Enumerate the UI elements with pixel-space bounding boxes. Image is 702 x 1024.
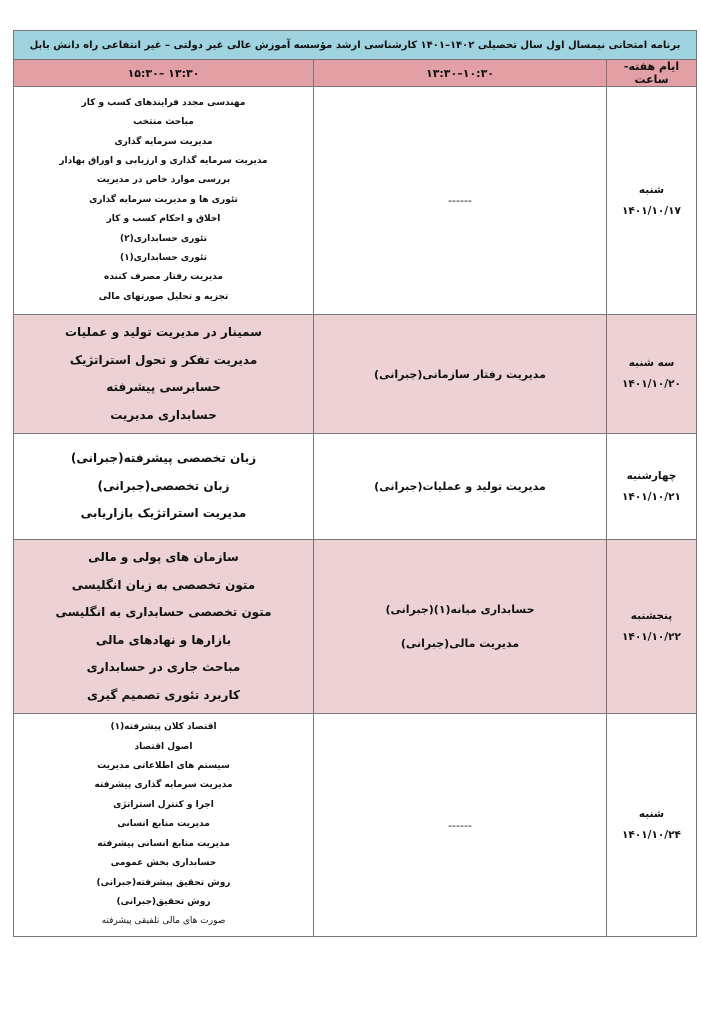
slot-1-cell <box>314 315 607 434</box>
course-item: مدیریت سرمایه گذاری و ارزیابی و اوراق بهادار <box>59 155 268 166</box>
slot-1-cell <box>314 87 607 315</box>
course-item: سیستم های اطلاعاتی مدیریت <box>97 761 230 772</box>
course-item: کاربرد تئوری تصمیم گیری <box>87 687 240 702</box>
course-item: حسابداری میانه(۱)(جبرانی) <box>385 602 535 616</box>
day-cell <box>607 714 697 937</box>
course-item: سمینار در مدیریت تولید و عملیات <box>65 325 262 339</box>
course-item: روش تحقیق پیشرفته(جبرانی) <box>96 877 231 888</box>
slot-1-cell <box>314 714 607 937</box>
course-item: مدیریت سرمایه گذاری پیشرفته <box>94 780 233 791</box>
course-item: تئوری ها و مدیریت سرمایه گذاری <box>89 194 238 205</box>
course-item: حسابداری بخش عمومی <box>110 858 217 869</box>
table-row <box>14 315 697 434</box>
slot-2-cell <box>14 315 314 434</box>
course-item: سازمان های پولی و مالی <box>88 550 239 564</box>
exam-schedule <box>13 30 696 937</box>
day-cell <box>607 87 697 315</box>
course-item: مدیریت رفتار سازمانی(جبرانی) <box>374 367 546 381</box>
slot-1-cell <box>314 434 607 540</box>
schedule-table <box>13 30 697 937</box>
course-item: اصول اقتصاد <box>134 741 193 752</box>
header-slot-2: ۱۳:۳۰ –۱۵:۳۰ <box>14 60 314 87</box>
slot-2-cell <box>14 714 314 937</box>
title-row <box>14 31 697 60</box>
course-item: مدیریت مالی(جبرانی) <box>400 636 520 650</box>
day-cell <box>607 434 697 540</box>
course-item: مدیریت استراتژیک بازاریابی <box>80 506 247 521</box>
course-item: اخلاق و احکام کسب و کار <box>106 214 221 225</box>
empty-dash: ------ <box>448 818 472 832</box>
slot-2-cell <box>14 540 314 714</box>
course-item: اجرا و کنترل استراتژی <box>113 799 214 810</box>
course-item: حسابرسی پیشرفته <box>106 380 221 394</box>
course-item: بازارها و نهادهای مالی <box>95 632 232 647</box>
course-item: مباحث منتخب <box>133 117 194 128</box>
course-item: مدیریت سرمایه گذاری <box>114 136 213 147</box>
course-item: حسابداری مدیریت <box>110 407 217 422</box>
table-row <box>14 714 697 937</box>
table-row <box>14 434 697 540</box>
exam-date: ۱۴۰۱/۱۰/۲۱ <box>622 490 681 503</box>
exam-date: ۱۴۰۱/۱۰/۲۴ <box>622 829 681 841</box>
slot-2-cell <box>14 434 314 540</box>
header-day-time: ایام هفته-ساعت <box>607 60 697 87</box>
day-name: چهارشنبه <box>626 469 677 482</box>
schedule-title: برنامه امتحانی نیمسال اول سال تحصیلی ۱۴۰۲–۱۴۰۱ کارشناسی ارشد مؤسسه آموزش عالی غیر دولتی – غیر انتفاعی راه دانش بابل <box>14 31 697 60</box>
exam-date: ۱۴۰۱/۱۰/۲۲ <box>622 630 681 643</box>
course-item: مباحث جاری در حسابداری <box>86 660 241 674</box>
exam-date: ۱۴۰۱/۱۰/۲۰ <box>622 378 681 390</box>
course-item: مدیریت منابع انسانی پیشرفته <box>97 838 230 849</box>
course-item: مدیریت تفکر و تحول استراتژیک <box>69 352 258 367</box>
course-item: زبان تخصصی پیشرفته(جبرانی) <box>70 451 257 466</box>
slot-2-cell <box>14 87 314 315</box>
header-slot-1: ۱۰:۳۰–۱۳:۳۰ <box>314 60 607 87</box>
course-item: صورت های مالی تلفیقی پیشرفته <box>101 916 226 927</box>
course-item: مدیریت رفتار مصرف کننده <box>104 272 223 283</box>
course-item: متون تخصصی به زبان انگلیسی <box>71 577 256 592</box>
day-cell <box>607 540 697 714</box>
header-row <box>14 60 697 87</box>
course-item: تئوری حسابداری(۱) <box>119 253 208 264</box>
course-item: زبان تخصصی(جبرانی) <box>97 478 230 493</box>
slot-1-cell <box>314 540 607 714</box>
course-item: اقتصاد کلان پیشرفته(۱) <box>110 722 217 733</box>
table-row <box>14 87 697 315</box>
day-name: شنبه <box>638 808 665 820</box>
course-item: مدیریت منابع انسانی <box>117 819 210 830</box>
empty-dash: ------ <box>448 194 472 207</box>
course-item: مدیریت تولید و عملیات(جبرانی) <box>374 480 546 493</box>
course-item: مهندسی مجدد فرایندهای کسب و کار <box>81 97 246 108</box>
course-item: تجزیه و تحلیل صورتهای مالی <box>98 291 229 302</box>
day-cell <box>607 315 697 434</box>
day-name: پنجشنبه <box>630 609 673 622</box>
course-item: بررسی موارد خاص در مدیریت <box>96 175 231 186</box>
day-name: سه شنبه <box>628 357 675 369</box>
day-name: شنبه <box>638 183 665 196</box>
course-item: روش تحقیق(جبرانی) <box>116 896 211 907</box>
exam-date: ۱۴۰۱/۱۰/۱۷ <box>622 204 681 217</box>
course-item: تئوری حسابداری(۲) <box>119 233 208 244</box>
course-item: متون تخصصی حسابداری به انگلیسی <box>55 605 272 619</box>
table-row <box>14 540 697 714</box>
